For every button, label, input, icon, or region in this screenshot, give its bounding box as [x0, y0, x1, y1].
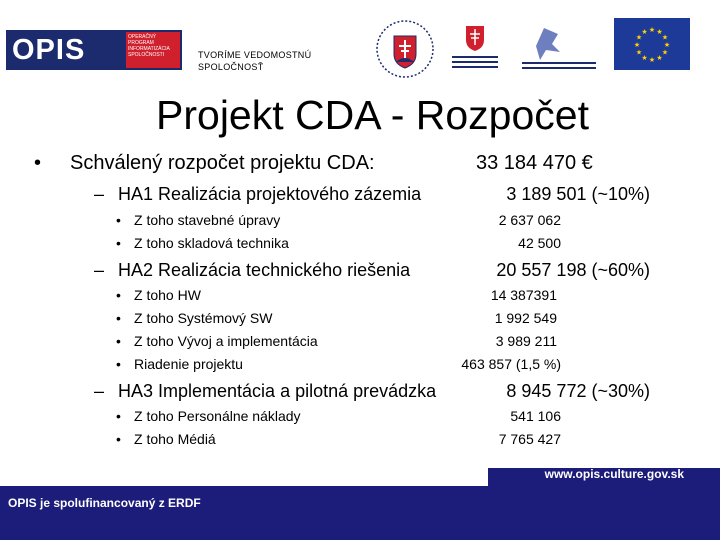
bullet-icon: •: [116, 431, 121, 447]
footer-divider: [0, 468, 488, 486]
section-row-ha3: [0, 380, 720, 402]
list-item: • Z toho skladová technika 42 500: [116, 235, 561, 251]
dash-icon: –: [94, 381, 105, 401]
bullet-icon: •: [116, 235, 121, 251]
section-label: HA2 Realizácia technického riešenia: [118, 260, 411, 280]
dash-icon: –: [94, 260, 105, 280]
opis-logo-subtitle: OPERAČNÝ PROGRAM INFORMATIZÁCIA SPOLOČNOSTI: [126, 32, 180, 68]
list-item: • Z toho Vývoj a implementácia 3 989 211: [116, 333, 557, 349]
eu-star-icon: ★: [648, 27, 656, 34]
list-item: • Z toho Systémový SW 1 992 549: [116, 310, 557, 326]
footer-url-link[interactable]: www.opis.culture.gov.sk: [544, 467, 684, 481]
list-item: • Z toho Personálne náklady 541 106: [116, 408, 561, 424]
government-office-seal-logo: [374, 18, 436, 80]
bullet-icon: •: [116, 287, 121, 303]
eu-star-icon: ★: [663, 42, 671, 49]
eu-star-icon: ★: [633, 42, 641, 49]
budget-value: 33 184 470 €: [476, 152, 593, 174]
section-label: HA1 Realizácia projektového zázemia: [118, 184, 422, 204]
section-value: 20 557 198 (~60%): [496, 260, 650, 280]
opis-logo: [6, 30, 182, 70]
slogan: TVORÍME VEDOMOSTNÚ SPOLOČNOSŤ: [198, 50, 312, 72]
bullet-icon: •: [116, 333, 121, 349]
section-value: 8 945 772 (~30%): [506, 381, 650, 401]
budget-row: [0, 151, 720, 175]
bullet-icon: •: [34, 152, 42, 174]
opis-logo-word: OPIS: [12, 34, 86, 66]
list-item: • Riadenie projektu 463 857 (1,5 %): [116, 356, 561, 372]
eu-star-icon: ★: [656, 29, 663, 36]
eu-star-icon: ★: [648, 57, 656, 64]
dash-icon: –: [94, 184, 105, 204]
eu-star-icon: ★: [635, 49, 643, 57]
section-row-ha2: [0, 259, 720, 281]
eu-star-icon: ★: [661, 34, 669, 42]
eu-star-icon: ★: [656, 55, 663, 62]
page-title: Projekt CDA - Rozpočet: [156, 92, 589, 138]
ministry-coat-of-arms-logo: [444, 20, 506, 80]
bullet-icon: •: [116, 212, 121, 228]
footer-cofinance-text: OPIS je spolufinancovaný z ERDF: [8, 496, 201, 510]
bullet-icon: •: [116, 408, 121, 424]
eu-flag-icon: [614, 18, 690, 70]
eu-star-icon: ★: [661, 49, 669, 57]
bullet-icon: •: [116, 310, 121, 326]
eu-star-icon: ★: [641, 55, 648, 62]
section-row-ha1: [0, 183, 720, 205]
section-value: 3 189 501 (~10%): [506, 184, 650, 204]
ministry-emblem-logo: [514, 20, 604, 80]
bullet-icon: •: [116, 356, 121, 372]
list-item: • Z toho stavebné úpravy 2 637 062: [116, 212, 561, 228]
section-label: HA3 Implementácia a pilotná prevádzka: [118, 381, 437, 401]
eu-star-icon: ★: [635, 34, 643, 42]
list-item: • Z toho Médiá 7 765 427: [116, 431, 561, 447]
list-item: • Z toho HW 14 387391: [116, 287, 557, 303]
eu-star-icon: ★: [641, 29, 648, 36]
budget-label: Schválený rozpočet projektu CDA:: [70, 152, 375, 174]
